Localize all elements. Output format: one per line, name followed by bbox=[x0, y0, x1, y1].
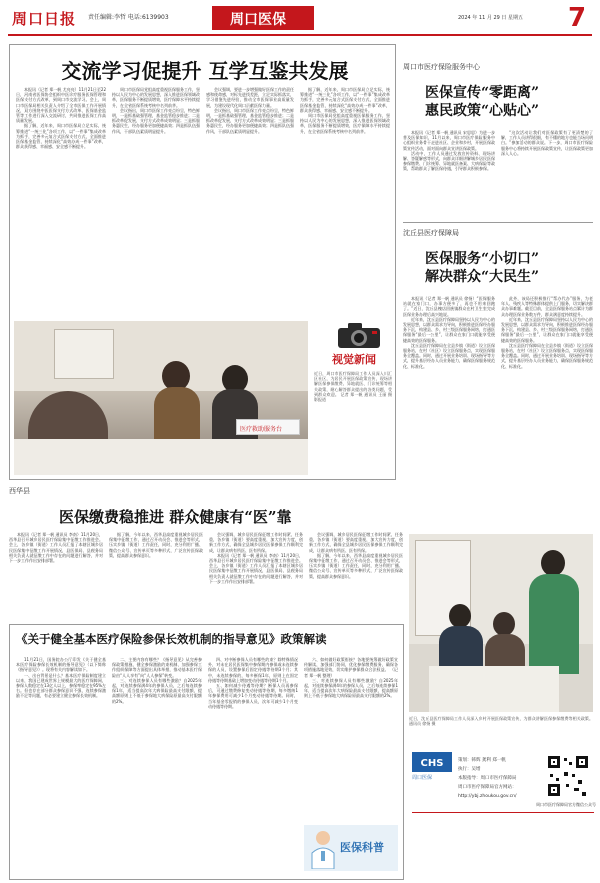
article-1-col-2 bbox=[112, 87, 200, 323]
article-5-box bbox=[9, 624, 404, 880]
article-5-para: 六、如何做好政策衔接？各地要统筹做好政策宣传解读，加强部门协同，优化参保缴费服务，确保各项措施落地见效，切实维护参保群众合法权益。 （记者 郑一帆 整理） bbox=[304, 657, 398, 678]
divider bbox=[403, 222, 593, 223]
article-1-para: 周口市医保局党组高度重视医保服务工作，坚持以人民为中心的发展思想，深入推进医保领域改革，医保服务不断提质增效，医疗保障水平持续提升，在全省医保系统考核中名列前茅。 bbox=[112, 87, 200, 108]
article-1-para: 本报讯（记者 郑一帆 尤亮亮）11月21日至22日，河南省医保协会组织中医诊疗服务医保管理和医保支付方式改革，到周口市交流学习。会上，周口市医保局相关负责人介绍了全市医保工作开展情况，双方围绕中医医保支付方式改革、医保基金监管等工作进行深入交流研讨，共同推进医保工作高质量发展。 bbox=[16, 87, 106, 124]
article-1-photo-caption: 近日，周口市医疗保障局工作人员深入川汇区社区，为居民开展医保政策宣传，现场讲解医保参保缴费、异地就医、门诊统筹等相关政策，耐心解答群众提出的各类问题，受到群众欢迎。 记者 郑一帆 通讯员 王丽 摄影报道 bbox=[314, 371, 392, 403]
qr-code-icon bbox=[546, 754, 590, 798]
article-5-col-3 bbox=[208, 657, 298, 877]
section-title: 周口医保 bbox=[230, 12, 286, 28]
article-5-para: 二、主要内容有哪些？《指导意见》从完善参保政策措施、健全参保激励约束机制、加强参保工作组织保障等方面提出具体举措，推动基本医疗保险由“人人享有”向“人人参保”转变。 bbox=[112, 657, 202, 678]
footer-logo-text: 周口医保 bbox=[412, 775, 433, 781]
article-4-para: 本报讯（记者 郑一帆 通讯员 李南）11月20日，西华县召开城乡居民医疗保险集中征缴工作推进会。会上，各乡镇（街道）工作人员汇报了本辖区城乡居民医保集中征缴工作开展情况，县医保局、县税务局相关负责人就征缴工作中存在的问题进行解答，并对下一步工作作出安排部署。 bbox=[9, 532, 103, 564]
footer-url[interactable]: http://ybj.zhoukou.gov.cn/ bbox=[458, 794, 517, 799]
visual-news-label: 视觉新闻 bbox=[332, 353, 376, 366]
article-5-col-4 bbox=[304, 657, 398, 817]
article-3-para: 沈丘县医疗保障局在全县乡镇（街道）设立医保服务站，在村（社区）设立医保服务点，实现医保服务全覆盖。同时，通过开展业务培训、现场指导等方式，提升基层经办人员业务能力，确保医保服务规范化、标准化。 bbox=[403, 342, 495, 369]
article-4-para: 会议强调，城乡居民医保征缴工作时间紧、任务重，各乡镇（街道）要高度重视，加大宣传力度，创新工作方式，确保全县城乡居民医保参保工作顺利完成，让群众病有所医、医有所保。 bbox=[309, 532, 403, 553]
editor-line: 责任编辑:李哲 电话:6139903 bbox=[88, 14, 169, 21]
photo-person bbox=[154, 387, 200, 447]
article-3-source: 沈丘县医疗保障局 bbox=[403, 229, 459, 237]
article-3-col-2 bbox=[501, 296, 593, 528]
article-5-para: 一、出台背景是什么？基本医疗保险制度建立以来，我国已建成世界上规模最大的医疗保障网，参保人数稳定在13亿人以上，参保率稳定在95%左右。但也存在部分群众参保意识不强、连续参保激励不足等问题，有必要建立健全参保长效机制。 bbox=[16, 672, 106, 699]
article-2-para: 活动中，工作人员通过发放宣传资料、现场讲解、答疑解惑等形式，向群众详细讲解城乡居民医保参保缴费、门诊统筹、异地就医备案、大病保险等政策，帮助群众了解医保待遇，引导群众积极参保。 bbox=[403, 150, 495, 172]
article-1-col-1 bbox=[16, 87, 106, 323]
article-4-para: 据了解，今年以来，西华县高度重视城乡居民医保集中征缴工作，通过召开动员会、推进会等形式，压实乡镇（街道）工作责任，同时，充分利用广播、微信公众号、宣传单页等多种形式，广泛宣传医保政策，提高群众参保意识。 bbox=[109, 532, 203, 558]
article-4-para: 本报讯（记者 郑一帆 通讯员 李南）11月20日，西华县召开城乡居民医疗保险集中征缴工作推进会。会上，各乡镇（街道）工作人员汇报了本辖区城乡居民医保集中征缴工作开展情况，县医保局、县税务局相关负责人就征缴工作中存在的问题进行解答，并对下一步工作作出安排部署。 bbox=[209, 552, 303, 584]
article-4-col-1 bbox=[9, 532, 103, 620]
article-4-para: 据了解，今年以来，西华县高度重视城乡居民医保集中征缴工作，通过召开动员会、推进会等形式，压实乡镇（街道）工作责任，同时，充分利用广播、微信公众号、宣传单页等多种形式，广泛宣传医保政策，提高群众参保意识。 bbox=[309, 552, 403, 579]
article-3-para: 此外，该局还积极推行“帮办代办”服务，为老年人、残疾人等特殊群体提供上门服务，切实解决群众办事难题。截至目前，全县医保服务站点累计为群众办理医保业务数万件，群众满意度持续提升。 bbox=[501, 296, 593, 317]
photo-person bbox=[493, 612, 515, 636]
chs-logo-icon bbox=[412, 752, 452, 772]
article-2-col-1 bbox=[403, 130, 495, 218]
masthead bbox=[0, 0, 600, 38]
article-4-source: 西华县 bbox=[9, 487, 30, 495]
qr-caption: 周口市医疗保障局官方微信公众号 bbox=[536, 802, 596, 807]
article-5-para: 11月21日，国务院办公厅印发《关于健全基本医疗保险参保长效机制的指导意见》（以下简称《指导意见》）。现将有关内容解读如下。 bbox=[16, 657, 106, 673]
article-4 bbox=[9, 486, 404, 620]
footer-lines bbox=[458, 756, 538, 801]
science-badge bbox=[304, 825, 398, 871]
article-2-source: 周口市医疗保险服务中心 bbox=[403, 63, 480, 71]
article-3-col-1 bbox=[403, 296, 495, 528]
article-1-col-3 bbox=[206, 87, 294, 323]
article-2-para: 本报讯（记者 郑一帆 通讯员 宋思思）为进一步普及医保知识，11月以来，周口市医疗保险服务中心组织业务骨干走进社区、企业和乡村，开展医保政策宣传活动，面对面向群众宣讲医保政策。 bbox=[403, 130, 495, 151]
article-5-para: 四、对中断参保人员有哪些约束？除特殊情况外，对未在居民医保集中参保期内参保或未连续参保的人员，设置参保后固定待遇等待期3个月；其中，未连续参保的，每多断保1年，原则上在固定待遇等待期基础上增加变动待遇等待期1个月。 bbox=[208, 657, 298, 683]
article-1-para: 据了解，近年来，周口市医保局立足实际，统筹推进“一统三化”各项工作，以“一件事”集成改革为抓手，完善多元复合式医保支付方式，全面推进医保基金监管，持续深化“高效办成一件事”改革，群众获得感、幸福感、安全感不断提升。 bbox=[16, 123, 106, 150]
article-4-col-4 bbox=[309, 532, 403, 620]
footer-line: 周口市医疗保障局官方网站： bbox=[458, 785, 517, 790]
doctor-illustration-icon bbox=[308, 829, 338, 869]
section-banner bbox=[212, 6, 314, 30]
article-3-para: 沈丘县医疗保障局在全县乡镇（街道）设立医保服务站，在村（社区）设立医保服务点，实现医保服务全覆盖。同时，通过开展业务培训、现场指导等方式，提升基层经办人员业务能力，确保医保服务规范化、标准化。 bbox=[501, 342, 593, 369]
article-3-headline-2: 解决群众“大民生” bbox=[425, 269, 540, 285]
footer-info bbox=[412, 752, 594, 878]
photo-person bbox=[541, 550, 565, 576]
article-1-para: 会议指出，周口市医保工作亮点纷呈，特色鲜明，一是抓基础强管理，基金监管稳步推进；二是抓改革促发展，支付方式改革成效明显；三是抓服务惠民生，经办服务更加便捷高效；四是抓队伍强作风，干部队伍素质明显提升。 bbox=[112, 107, 200, 134]
footer-line: 策划：韩辉 龚利 郑一帆 bbox=[458, 758, 506, 763]
footer-line: 本版指导：周口市医疗保障局 bbox=[458, 776, 517, 781]
article-5-headline: 《关于健全基本医疗保险参保长效机制的指导意见》政策解读 bbox=[16, 632, 327, 646]
article-5-para: 三、对连续参保人员有哪些激励？自2025年起，对连续参保满4年的参保人员，之后每连续参保1年，适当提高次年大病保险最高支付限额，提高额原则上不低于参保地大病保险原最高支付限额的2%。 bbox=[112, 677, 202, 704]
article-1-para: 会议强调，要进一步增强做好医保工作的责任感和使命感，对标先进找差距，立足实际抓落实，学习借鉴先进经验，推动全市医保事业高质量发展，为建设现代化周口贡献医保力量。 bbox=[206, 87, 294, 108]
article-2-headline-1: 医保宣传“零距离” bbox=[425, 85, 540, 101]
footer-line: 执行：吴增 bbox=[458, 767, 481, 772]
page-number: 7 bbox=[568, 3, 587, 33]
photo-desk bbox=[14, 439, 308, 475]
photo-person bbox=[529, 574, 579, 674]
article-1-para: 据了解，近年来，周口市医保局立足实际，统筹推进“一统三化”各项工作，以“一件事”集成改革为抓手，完善多元复合式医保支付方式，全面推进医保基金监管，持续深化“高效办成一件事”改革，群众获得感、幸福感、安全感不断提升。 bbox=[300, 87, 390, 113]
article-3-headline-1: 医保服务“小切口” bbox=[425, 251, 540, 267]
article-5-para: 三、对连续参保人员有哪些激励？自2025年起，对连续参保满4年的参保人员，之后每连续参保1年，适当提高次年大病保险最高支付限额，提高额原则上不低于参保地大病保险原最高支付限额的2%。 bbox=[304, 677, 398, 699]
article-3-photo-caption: 近日，沈丘县医疗保障局工作人员深入乡村开展医保政策宣传，为群众讲解医保参保缴费等相关政策。 通讯员 徐扬 摄 bbox=[409, 716, 593, 727]
article-4-col-2 bbox=[109, 532, 203, 620]
desk-sign-text: 医疗救助服务台 bbox=[240, 426, 283, 433]
photo-table bbox=[429, 666, 559, 712]
visual-news-badge bbox=[326, 321, 390, 365]
footer-rule bbox=[412, 812, 594, 813]
article-5-col-2 bbox=[112, 657, 202, 877]
article-4-headline: 医保缴费稳推进 群众健康有“医”靠 bbox=[59, 508, 292, 526]
article-3-photo bbox=[409, 534, 593, 712]
article-2-headline-2: 惠民政策“心贴心” bbox=[425, 103, 540, 119]
article-1-para: 周口市医保局党组高度重视医保服务工作，坚持以人民为中心的发展思想，深入推进医保领域改革，医保服务不断提质增效，医疗保障水平持续提升，在全省医保系统考核中名列前茅。 bbox=[300, 113, 390, 134]
article-5-col-1 bbox=[16, 657, 106, 877]
article-3-para: 近年来，沈丘县医疗保障局坚持以人民为中心的发展思想，以群众需求为导向，积极推进医保经办服务下沉，构建县、乡、村三级医保服务网络，打通医保服务“最后一公里”，让群众在家门口就能享受便捷高效的医保服务。 bbox=[501, 316, 593, 343]
article-3-para: 本报讯（记者 郑一帆 通讯员 徐扬）“医保服务站就在家门口，办事方便多了，再也不用来回跑了。”近日，沈丘县槐店回族镇群众在村卫生室完成医保业务办理后高兴地说。 bbox=[403, 296, 495, 317]
article-2 bbox=[403, 62, 593, 218]
date-line: 2024 年 11 月 29 日 星期五 bbox=[458, 15, 523, 21]
article-3 bbox=[403, 228, 593, 528]
masthead-rule bbox=[8, 34, 592, 36]
article-2-col-2 bbox=[501, 130, 593, 218]
science-badge-label: 医保科普 bbox=[340, 841, 384, 854]
article-1-photo bbox=[14, 321, 308, 475]
article-1-col-4 bbox=[300, 87, 390, 323]
article-5-para: 五、如何减少待遇等待期？断保人员再参保后，可通过缴费修复变动待遇等待期，每多缴纳1年参保费用可减少1个月变动待遇等待期。同时，当年基金零报销的参保人员，次年可减少1个月变动待遇等待期。 bbox=[208, 683, 298, 709]
article-1-box bbox=[9, 44, 396, 480]
article-1-para: 会议指出，周口市医保工作亮点纷呈，特色鲜明，一是抓基础强管理，基金监管稳步推进；二是抓改革促发展，支付方式改革成效明显；三是抓服务惠民生，经办服务更加便捷高效；四是抓队伍强作风，干部队伍素质明显提升。 bbox=[206, 107, 294, 134]
masthead-logo: 周口日报 bbox=[12, 10, 77, 28]
photo-desk-sign bbox=[236, 419, 300, 435]
article-4-col-3 bbox=[209, 532, 303, 620]
photo-window bbox=[54, 329, 114, 379]
article-3-para: 近年来，沈丘县医疗保障局坚持以人民为中心的发展思想，以群众需求为导向，积极推进医保经办服务下沉，构建县、乡、村三级医保服务网络，打通医保服务“最后一公里”，让群众在家门口就能享受便捷高效的医保服务。 bbox=[403, 316, 495, 343]
camera-icon bbox=[334, 321, 384, 349]
photo-person bbox=[449, 604, 471, 628]
article-1-headline: 交流学习促提升 互学互鉴共发展 bbox=[61, 59, 349, 83]
article-4-para: 会议强调，城乡居民医保征缴工作时间紧、任务重，各乡镇（街道）要高度重视，加大宣传力度，创新工作方式，确保全县城乡居民医保参保工作顺利完成，让群众病有所医、医有所保。 bbox=[209, 532, 303, 553]
svg-text:CHS: CHS bbox=[420, 758, 444, 769]
article-2-para: “这次活动让我们对医保政策有了更清楚的了解，工作人员讲得很细，有不懂的地方也能当场问明白。”参加活动的群众说。下一步，周口市医疗保险服务中心将持续开展医保政策宣传，让医保政策更加深入人心。 bbox=[501, 130, 593, 156]
